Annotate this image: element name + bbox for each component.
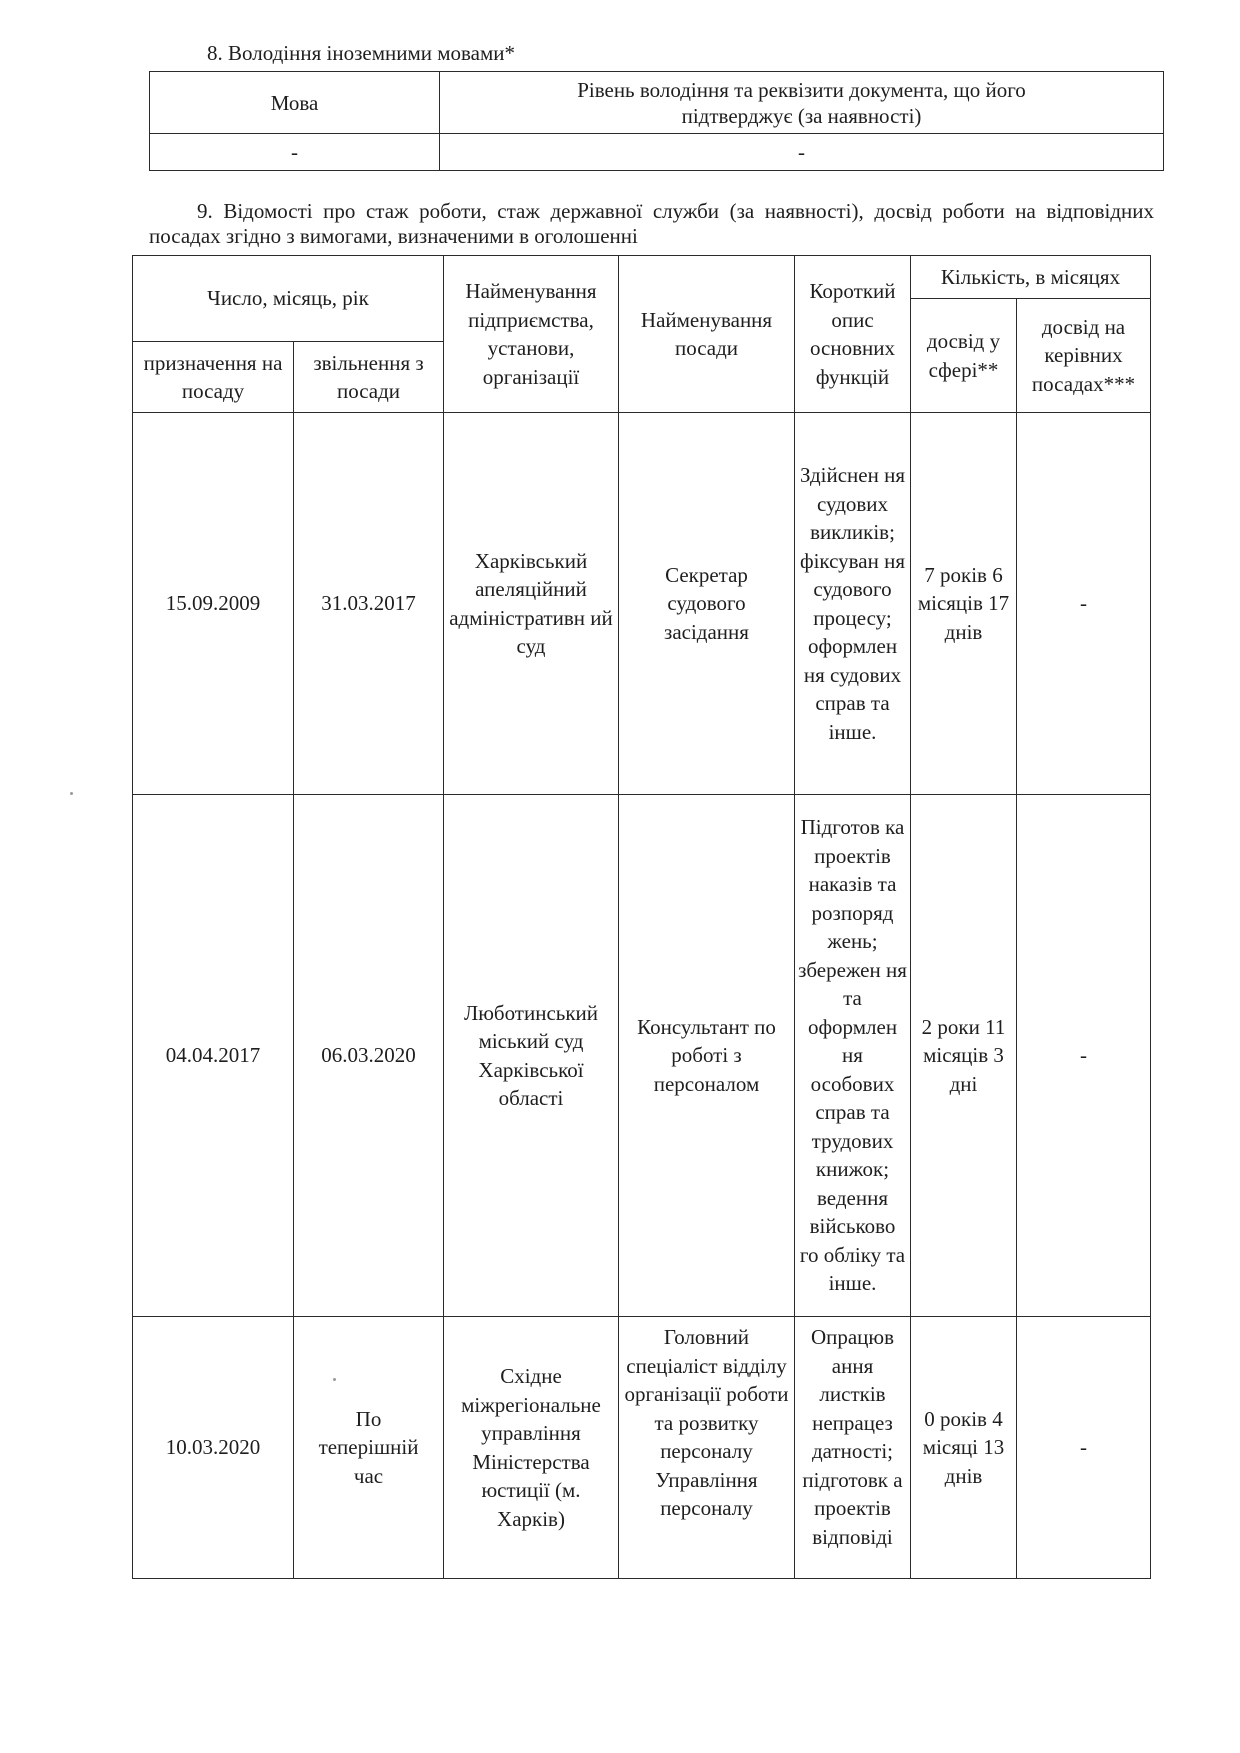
position-header: Найменування посади <box>619 256 795 413</box>
languages-table <box>149 71 1164 171</box>
management-experience-header: досвід на керівних посадах*** <box>1017 299 1151 413</box>
functions-description: Здійснен ня судових викликів; фіксуван ня судового процесу; оформлен ня судових справ та інше. <box>795 413 911 795</box>
position-name: Консультант по роботі з персоналом <box>619 795 795 1317</box>
appointed-header: призначення на посаду <box>133 342 294 413</box>
language-header: Мова <box>150 72 440 134</box>
field-experience: 0 років 4 місяці 13 днів <box>911 1317 1017 1579</box>
scan-speck <box>70 792 73 795</box>
level-cell: - <box>440 134 1164 171</box>
field-experience: 2 роки 11 місяців 3 дні <box>911 795 1017 1317</box>
management-experience: - <box>1017 413 1151 795</box>
field-experience-header: досвід у сфері** <box>911 299 1017 413</box>
languages-header-row <box>150 72 1164 134</box>
date-group-header: Число, місяць, рік <box>133 256 444 342</box>
dismissed-date: По теперішній час <box>294 1317 444 1579</box>
table-row <box>133 795 1151 1317</box>
management-experience: - <box>1017 1317 1151 1579</box>
dismissed-date: 06.03.2020 <box>294 795 444 1317</box>
level-header: Рівень володіння та реквізити документа, що його підтверджує (за наявності) <box>440 72 1164 134</box>
appointed-date: 04.04.2017 <box>133 795 294 1317</box>
work-experience-table <box>132 255 1151 1579</box>
header-row-1 <box>133 256 1151 299</box>
dismissed-header: звільнення з посади <box>294 342 444 413</box>
position-name: Секретар судового засідання <box>619 413 795 795</box>
appointed-date: 10.03.2020 <box>133 1317 294 1579</box>
position-name: Головний спеціаліст відділу організації роботи та розвитку персоналу Управління персоналу <box>619 1317 795 1579</box>
organization-name: Східне міжрегіональне управління Міністерства юстиції (м. Харків) <box>444 1317 619 1579</box>
table-row <box>133 1317 1151 1579</box>
table-row <box>150 134 1164 171</box>
table-row <box>133 413 1151 795</box>
organization-name: Харківський апеляційний адміністративн ий суд <box>444 413 619 795</box>
dismissed-date: 31.03.2017 <box>294 413 444 795</box>
appointed-date: 15.09.2009 <box>133 413 294 795</box>
months-group-header: Кількість, в місяцях <box>911 256 1151 299</box>
scan-speck <box>333 1378 336 1381</box>
field-experience: 7 років 6 місяців 17 днів <box>911 413 1017 795</box>
section-8-heading: 8. Володіння іноземними мовами* <box>207 41 516 65</box>
organization-header: Найменування підприємства, установи, організації <box>444 256 619 413</box>
functions-header: Короткий опис основних функцій <box>795 256 911 413</box>
language-cell: - <box>150 134 440 171</box>
functions-description: Опрацюв ання листків непрацез датності; підготовк а проектів відповіді <box>795 1317 911 1579</box>
management-experience: - <box>1017 795 1151 1317</box>
section-9-heading: 9. Відомості про стаж роботи, стаж державної служби (за наявності), досвід роботи на відповідних посадах згідно з вимогами, визначеними в оголошенні <box>149 199 1154 248</box>
functions-description: Підготов ка проектів наказів та розпоряд жень; збережен ня та оформлен ня особових справ та трудових книжок; ведення військово го обліку та інше. <box>795 795 911 1317</box>
organization-name: Люботинський міський суд Харківської області <box>444 795 619 1317</box>
